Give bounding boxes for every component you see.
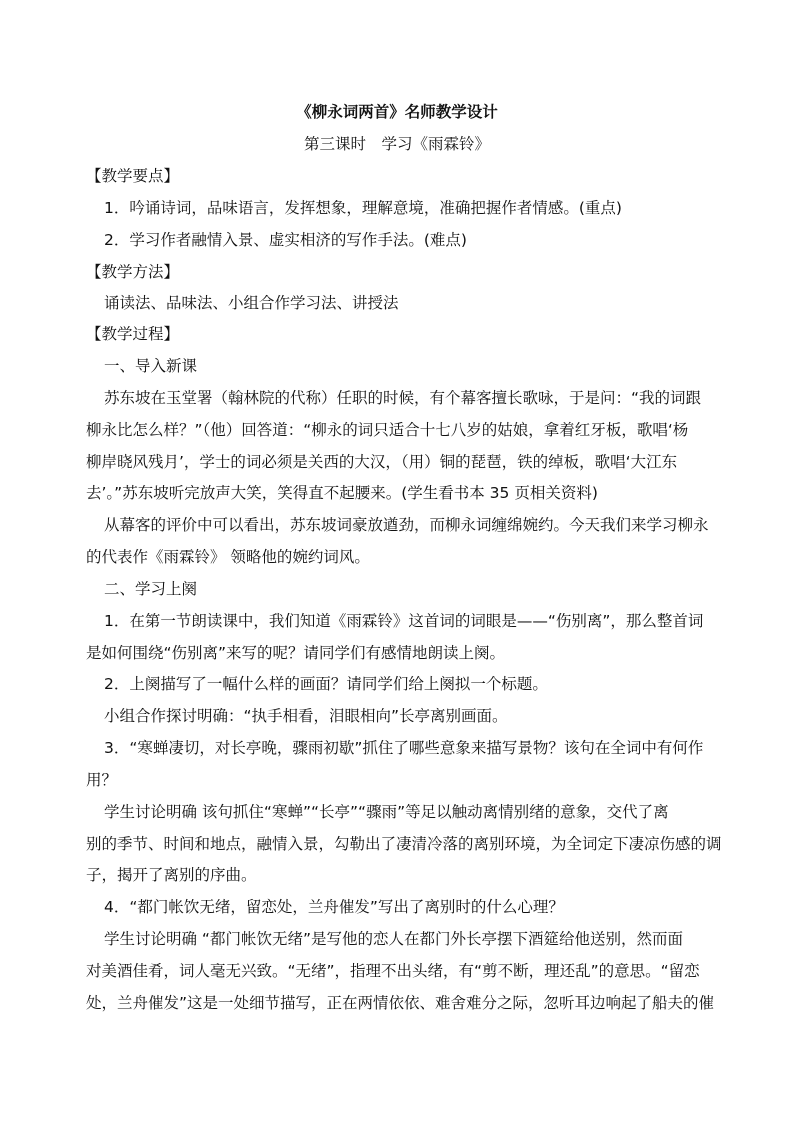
answer-line: 小组合作探讨明确：“执手相看，泪眼相向”长亭离别画面。: [104, 707, 508, 725]
answer-line: 别的季节、时间和地点，融情入景，勾勒出了凄清冷落的离别环境，为全词定下凄凉伤感的调: [86, 835, 722, 853]
question-line: 是如何围绕“伤别离”来写的呢？请同学们有感情地朗读上阕。: [86, 644, 506, 662]
section-1-heading: 一、导入新课: [104, 357, 198, 375]
document-subtitle: 第三课时 学习《雨霖铃》: [303, 135, 490, 153]
key-point-2: 2．学习作者融情入景、虚实相济的写作手法。(难点): [104, 231, 467, 249]
paragraph-line: 苏东坡在玉堂署（翰林院的代称）任职的时候，有个幕客擅长歌咏，于是问：“我的词跟: [104, 389, 702, 407]
document-title: 《柳永词两首》名师教学设计: [296, 103, 498, 121]
paragraph-line: 柳岸晓风残月’，学士的词必须是关西的大汉，（用）铜的琵琶，铁的绰板，歌唱‘大江东: [86, 453, 678, 471]
paragraph-line: 去’。”苏东坡听完放声大笑，笑得直不起腰来。(学生看书本 35 页相关资料): [86, 484, 598, 502]
process-heading: 【教学过程】: [86, 325, 180, 343]
answer-line: 处，兰舟催发”这是一处细节描写，正在两情依依、难舍难分之际，忽听耳边响起了船夫的催: [86, 994, 715, 1012]
answer-line: 对美酒佳肴，词人毫无兴致。“无绪”，指理不出头绪，有“剪不断，理还乱”的意思。“留恋: [86, 962, 700, 980]
key-point-1: 1．吟诵诗词，品味语言，发挥想象，理解意境，准确把握作者情感。(重点): [104, 199, 622, 217]
methods-heading: 【教学方法】: [86, 263, 180, 281]
paragraph-line: 的代表作《雨霖铃》 领略他的婉约词风。: [86, 548, 370, 566]
question-line: 用？: [86, 771, 118, 789]
paragraph-line: 从幕客的评价中可以看出，苏东坡词豪放遒劲，而柳永词缠绵婉约。今天我们来学习柳永: [104, 516, 709, 534]
key-points-heading: 【教学要点】: [86, 167, 180, 185]
section-2-heading: 二、学习上阕: [104, 580, 198, 598]
question-line: 2．上阕描写了一幅什么样的画面？请同学们给上阕拟一个标题。: [104, 675, 548, 693]
paragraph-line: 柳永比怎么样？”（他）回答道：“柳永的词只适合十七八岁的姑娘，拿着红牙板，歌唱‘杨: [86, 421, 689, 439]
question-line: 1．在第一节朗读课中，我们知道《雨霖铃》这首词的词眼是——“伤别离”，那么整首词: [104, 612, 704, 630]
answer-line: 学生讨论明确 该句抓住“寒蝉”“长亭”“骤雨”等足以触动离情别绪的意象，交代了离: [104, 803, 669, 821]
answer-line: 子，揭开了离别的序曲。: [86, 866, 257, 884]
answer-line: 学生讨论明确 “都门帐饮无绪”是写他的恋人在都门外长亭摆下酒筵给他送别，然而面: [104, 930, 683, 948]
question-line: 3．“寒蝉凄切，对长亭晚，骤雨初歇”抓住了哪些意象来描写景物？该句在全词中有何作: [104, 739, 704, 757]
methods-text: 诵读法、品味法、小组合作学习法、讲授法: [104, 294, 399, 312]
question-line: 4．“都门帐饮无绪，留恋处，兰舟催发”写出了离别时的什么心理？: [104, 898, 564, 916]
